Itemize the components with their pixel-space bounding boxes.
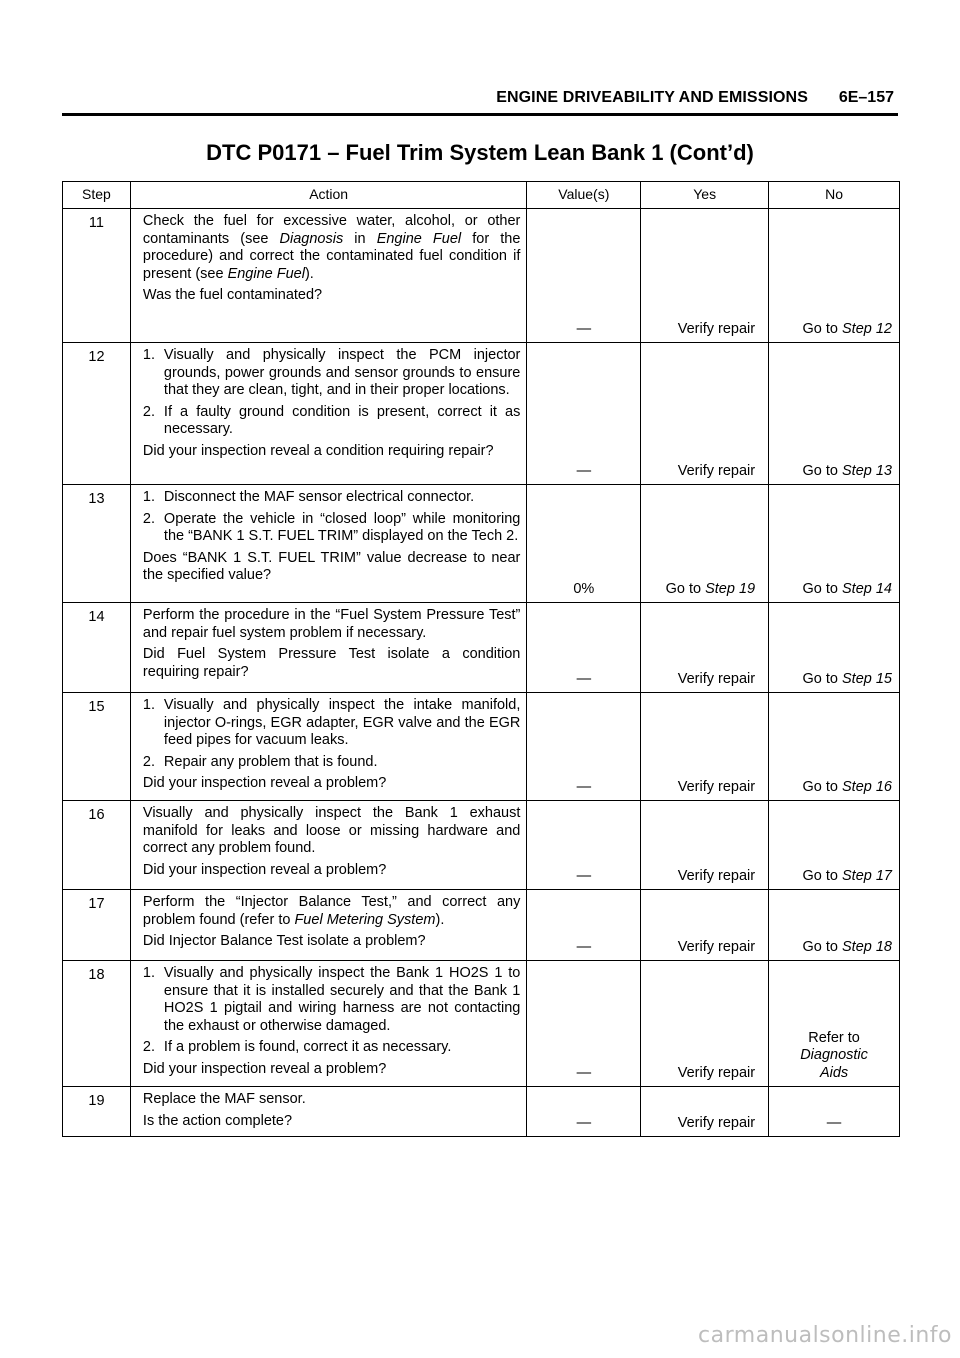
action-numbered-item [143,404,520,439]
table-row [63,1087,900,1137]
item-text [164,489,520,507]
action-paragraph [143,213,520,283]
action-cell [130,209,526,343]
no-cell [769,1087,900,1137]
no-cell [769,890,900,961]
no-text: Go to [802,867,842,884]
action-text: Check the fuel for excessive water, alcohol, or other contaminants (see [142,213,521,247]
item-text [164,754,520,772]
column-header-values: Value(s) [527,182,641,209]
action-text: Was the fuel contaminated? [142,287,323,303]
item-number: 1. [142,347,156,363]
action-paragraph [143,894,520,929]
action-text: Did your inspection reveal a problem? [142,1060,387,1077]
yes-step-reference: Step 19 [705,580,756,597]
step-number: 13 [63,485,131,603]
item-text [164,1039,520,1057]
no-step-reference: Step 12 [842,320,892,337]
reference-text: Diagnosis [279,230,344,247]
step-number: 12 [63,343,131,485]
action-text: Visually and physically inspect the Bank 1 exhaust manifold for leaks and loose or missing hardware and correct any problem found. [142,805,521,856]
no-text: Go to [802,778,842,795]
action-text: Did your inspection reveal a problem? [142,775,387,791]
action-text: Operate the vehicle in “closed loop” while monitoring the “BANK 1 S.T. FUEL TRIM” displayed on the Tech 2. [163,510,521,544]
no-cell [769,693,900,801]
diagnostic-table [62,181,900,1137]
action-text: for the procedure) and correct the contaminated fuel condition if present (see [142,230,521,282]
yes-text: Verify repair [677,778,756,795]
action-cell [130,961,526,1087]
no-cell [769,485,900,603]
no-text: Go to [802,938,842,955]
action-numbered-item [143,347,520,400]
table-row [63,209,900,343]
action-cell [130,343,526,485]
item-text [164,697,520,750]
no-cell [769,343,900,485]
action-paragraph [143,550,520,585]
action-cell [130,603,526,693]
reference-text: Engine Fuel [376,230,462,247]
action-text: Did your inspection reveal a problem? [142,861,387,878]
action-numbered-item [143,1039,520,1057]
item-text [164,347,520,400]
page-header [62,86,898,116]
item-number: 1. [142,965,156,981]
no-text: Go to [802,580,842,597]
action-text: If a problem is found, correct it as necessary. [163,1039,452,1055]
no-step-reference: Step 14 [842,580,892,597]
value-cell: — [527,961,641,1087]
no-step-reference: Step 15 [842,670,892,687]
action-paragraph [143,607,520,642]
table-row [63,343,900,485]
item-number: 1. [142,489,156,505]
yes-text: Verify repair [677,1064,756,1081]
yes-cell [641,209,769,343]
table-header-row [63,182,900,209]
table-row [63,693,900,801]
action-paragraph [143,287,520,305]
table-row [63,603,900,693]
action-paragraph [143,1061,520,1079]
yes-text: Verify repair [677,867,756,884]
item-text [164,965,520,1035]
action-text: Visually and physically inspect the PCM injector grounds, power grounds and sensor grounds to ensure that they are clean, tight, and in their proper locations. [163,347,521,398]
column-header-no: No [769,182,900,209]
no-text: Go to [802,670,842,687]
table-row [63,890,900,961]
column-header-step: Step [63,182,131,209]
action-text: Perform the “Injector Balance Test,” and correct any problem found (refer to [142,894,521,928]
no-step-reference: Step 16 [842,778,892,795]
action-paragraph [143,1091,520,1109]
yes-cell [641,485,769,603]
yes-text: Verify repair [677,320,756,337]
column-header-yes: Yes [641,182,769,209]
action-paragraph [143,862,520,880]
action-text: in [343,230,377,247]
action-text: Replace the MAF sensor. [142,1091,306,1107]
step-number: 19 [63,1087,131,1137]
yes-cell [641,1087,769,1137]
step-number: 15 [63,693,131,801]
yes-text: Verify repair [677,670,756,687]
action-text: Repair any problem that is found. [163,753,378,770]
yes-text: Verify repair [677,1114,756,1131]
item-number: 2. [142,510,156,527]
action-paragraph [143,805,520,858]
no-step-reference: Step 13 [842,462,892,479]
no-cell [769,603,900,693]
value-cell: — [527,603,641,693]
action-text: Did your inspection reveal a condition requiring repair? [142,442,494,459]
action-text: Visually and physically inspect the Bank 1 HO2S 1 to ensure that it is installed securely and that the Bank 1 HO2S 1 pigtail and wiring harness are not contacting the exhaust or otherwise damaged. [163,965,521,1034]
action-paragraph [143,646,520,681]
action-text: ). [304,265,314,282]
step-number: 18 [63,961,131,1087]
yes-cell [641,343,769,485]
value-cell: — [527,209,641,343]
value-cell: — [527,343,641,485]
action-numbered-item [143,965,520,1035]
reference-text: Engine Fuel [227,265,305,282]
watermark: carmanualsonline.info [698,1323,952,1348]
no-text: — [826,1114,842,1131]
action-paragraph [143,933,520,951]
value-cell: 0% [527,485,641,603]
action-cell [130,693,526,801]
action-paragraph [143,443,520,461]
action-numbered-item [143,489,520,507]
action-text: Does “BANK 1 S.T. FUEL TRIM” value decrease to near the specified value? [142,549,521,583]
yes-cell [641,890,769,961]
action-text: Disconnect the MAF sensor electrical connector. [163,489,475,505]
action-numbered-item [143,697,520,750]
yes-cell [641,961,769,1087]
action-text: Did Fuel System Pressure Test isolate a condition requiring repair? [142,646,521,680]
step-number: 11 [63,209,131,343]
page-number: 6E–157 [838,89,894,106]
yes-cell [641,693,769,801]
item-number: 1. [142,697,156,713]
action-paragraph [143,1113,520,1131]
value-cell: — [527,801,641,890]
no-note [769,1030,899,1083]
yes-cell [641,603,769,693]
action-cell [130,890,526,961]
reference-text: Fuel Metering System [294,911,436,928]
action-text: ). [435,911,445,928]
value-cell: — [527,1087,641,1137]
item-text [164,404,520,439]
action-cell [130,1087,526,1137]
no-cell [769,209,900,343]
step-number: 16 [63,801,131,890]
no-note-line: Diagnostic [800,1047,868,1063]
yes-text: Go to [665,580,706,597]
yes-cell [641,801,769,890]
no-step-reference: Step 17 [842,867,892,884]
yes-text: Verify repair [677,938,756,955]
no-cell [769,801,900,890]
action-text: Did Injector Balance Test isolate a problem? [142,933,426,949]
action-text: If a faulty ground condition is present, correct it as necessary. [163,403,521,437]
table-row [63,961,900,1087]
item-number: 2. [142,753,156,770]
action-text: Visually and physically inspect the intake manifold, injector O-rings, EGR adapter, EGR valve and the EGR feed pipes for vacuum leaks. [163,697,521,748]
no-note-line: Aids [819,1064,849,1081]
step-number: 17 [63,890,131,961]
page-title: DTC P0171 – Fuel Trim System Lean Bank 1 (Cont’d) [206,140,754,165]
no-step-reference: Step 18 [842,938,892,955]
item-text [164,511,520,546]
action-numbered-item [143,511,520,546]
action-cell [130,485,526,603]
action-cell [130,801,526,890]
no-text: Go to [802,320,842,337]
yes-text: Verify repair [677,462,756,479]
section-title: ENGINE DRIVEABILITY AND EMISSIONS [496,89,808,106]
table-row [63,485,900,603]
action-numbered-item [143,754,520,772]
action-paragraph [143,775,520,793]
item-number: 2. [142,1039,156,1055]
no-note-line: Refer to [808,1029,860,1046]
column-header-action: Action [130,182,526,209]
value-cell: — [527,890,641,961]
no-cell [769,961,900,1087]
action-text: Perform the procedure in the “Fuel System Pressure Test” and repair fuel system problem if necessary. [142,607,521,641]
table-row [63,801,900,890]
value-cell: — [527,693,641,801]
item-number: 2. [142,403,156,420]
step-number: 14 [63,603,131,693]
no-text: Go to [802,462,842,479]
action-text: Is the action complete? [142,1112,293,1129]
